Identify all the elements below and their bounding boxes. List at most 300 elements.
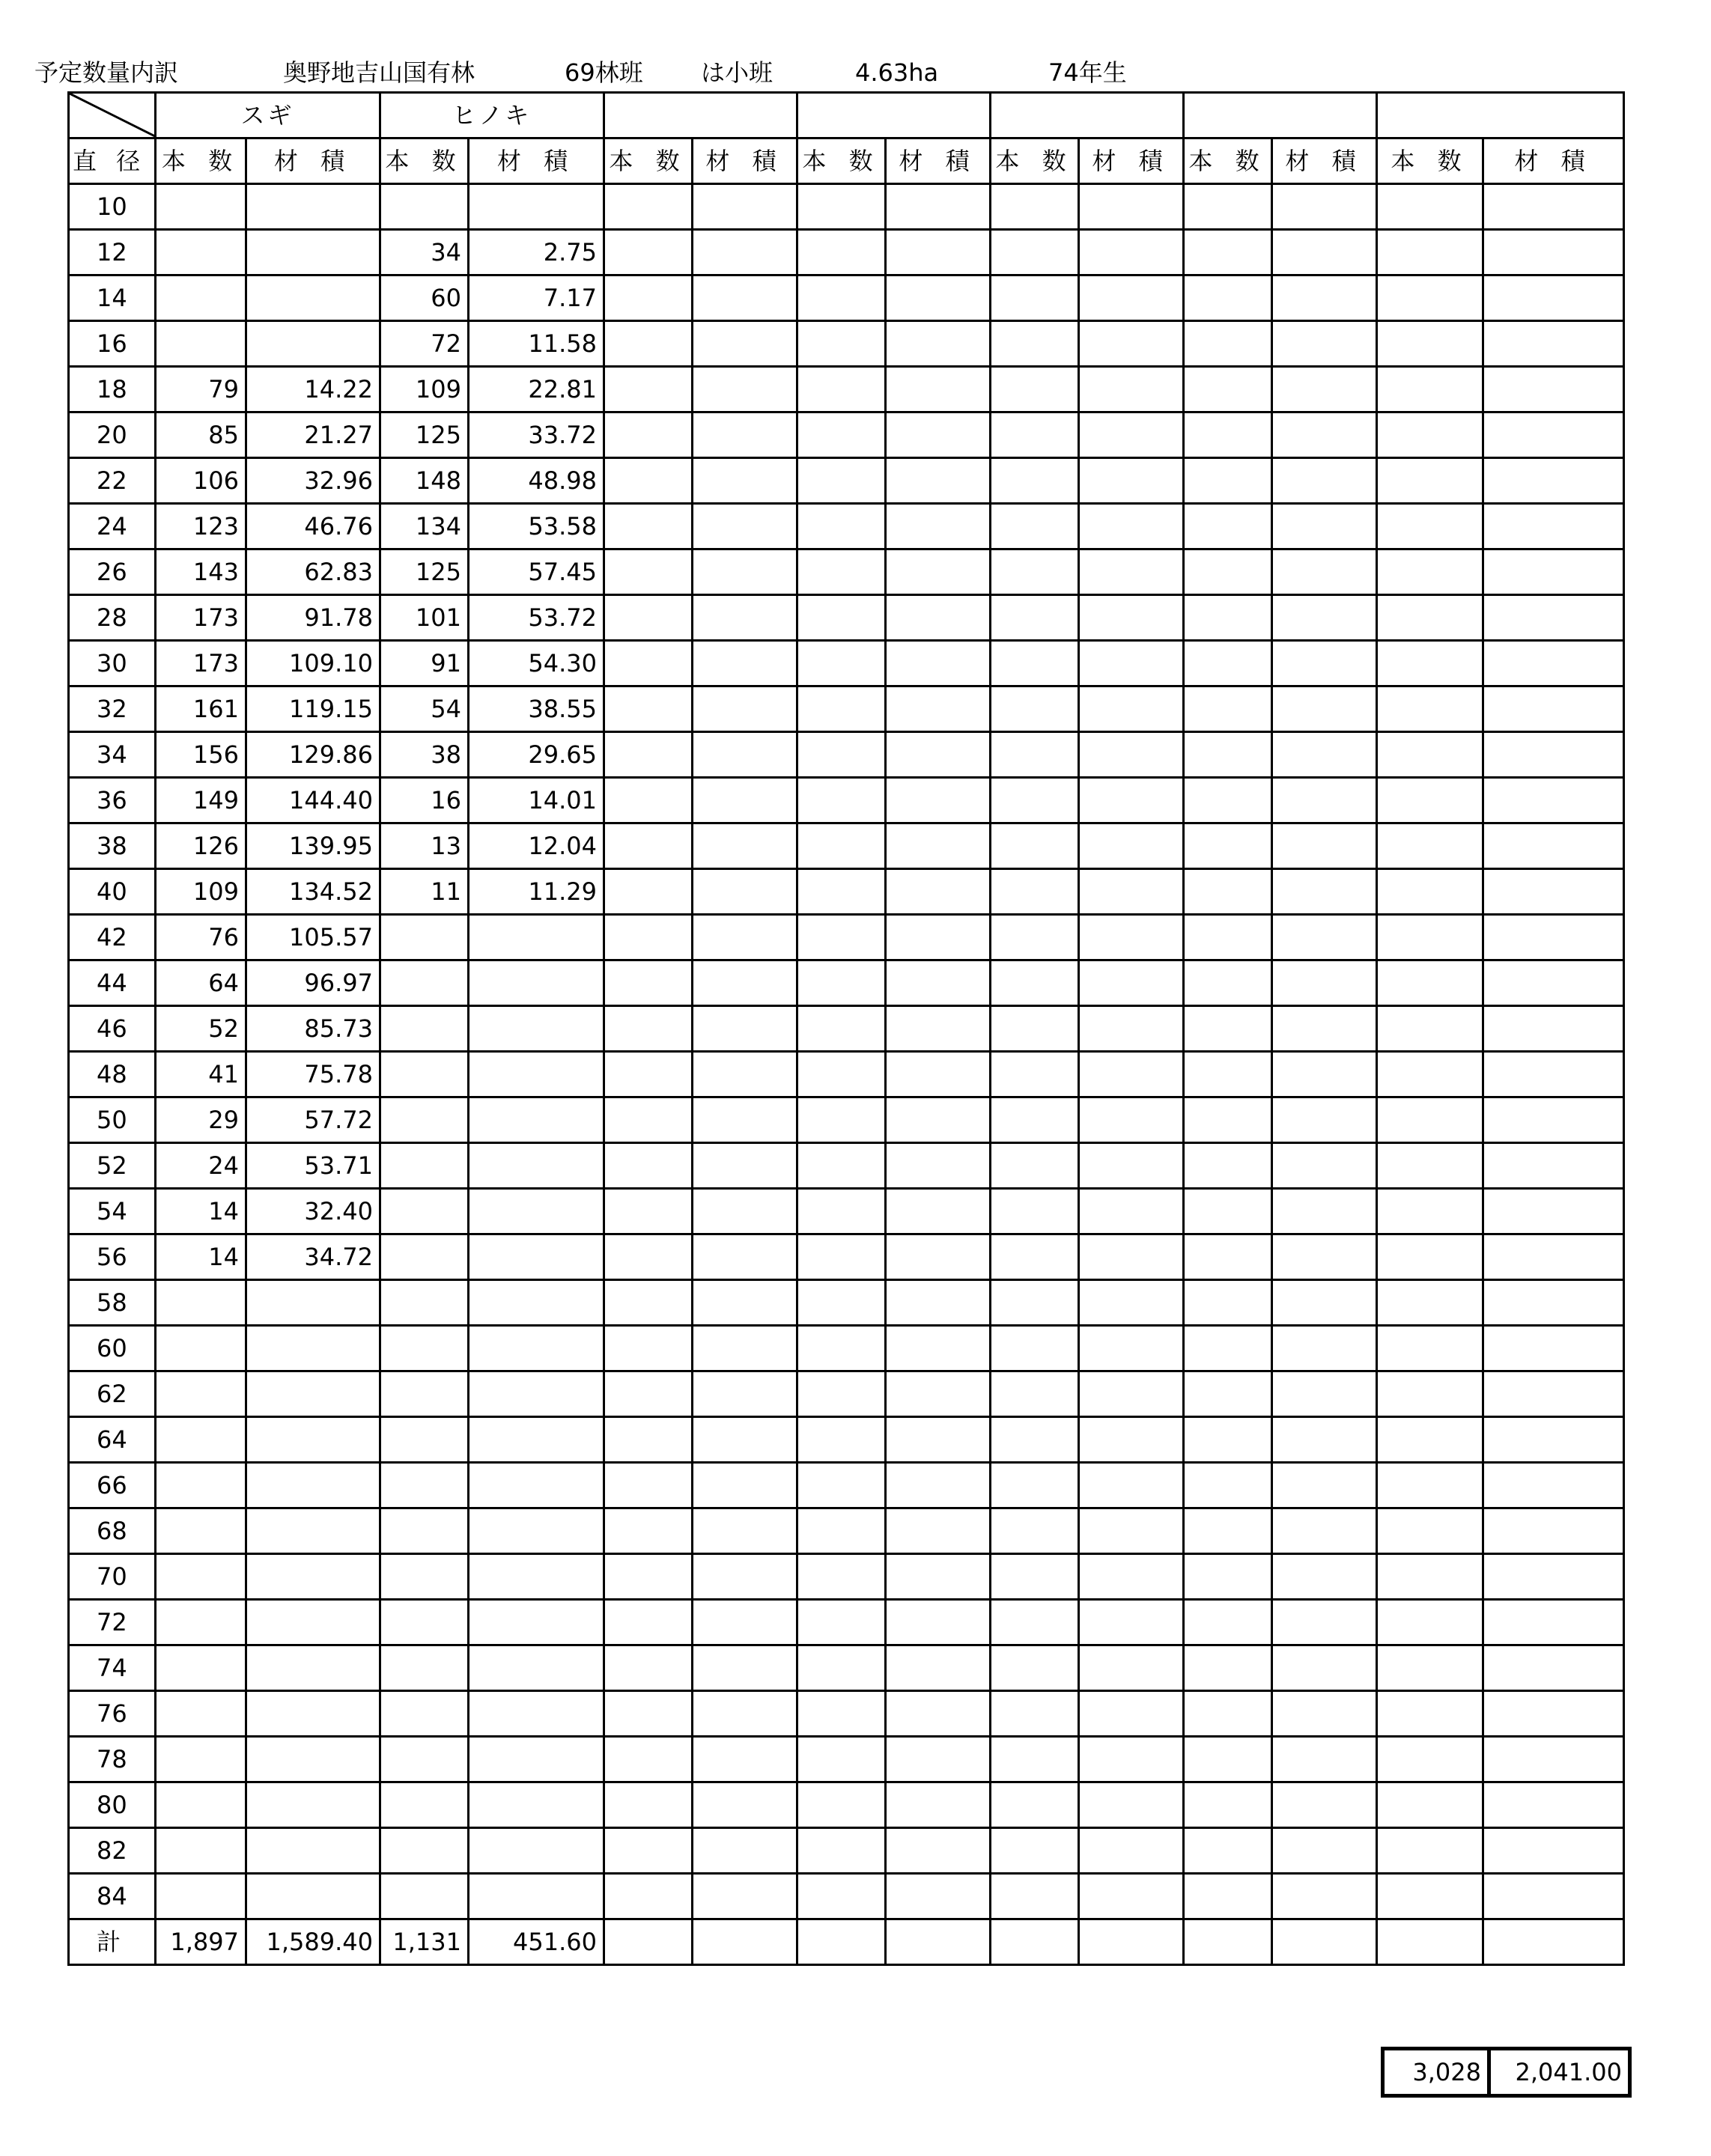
hinoki-volume-cell <box>469 1280 604 1326</box>
hinoki-volume-cell <box>469 1554 604 1600</box>
empty-cell <box>991 1554 1079 1600</box>
empty-cell <box>991 549 1079 595</box>
empty-cell <box>604 184 693 230</box>
empty-cell <box>991 230 1079 275</box>
empty-cell <box>1079 686 1184 732</box>
species-header-1: ヒノキ <box>380 93 604 138</box>
empty-cell <box>1483 732 1624 778</box>
empty-cell <box>1272 778 1377 823</box>
empty-cell <box>1483 184 1624 230</box>
title-compartment: 69林班 <box>565 58 643 87</box>
sugi-count-cell: 106 <box>156 458 246 504</box>
empty-cell <box>1272 1782 1377 1828</box>
empty-cell <box>886 1006 991 1052</box>
empty-cell <box>991 732 1079 778</box>
empty-cell <box>1377 458 1483 504</box>
empty-cell <box>1079 184 1184 230</box>
empty-cell <box>1272 1554 1377 1600</box>
table-row <box>69 1508 1624 1554</box>
empty-cell <box>1377 778 1483 823</box>
table-row <box>69 1052 1624 1097</box>
table-row <box>69 1874 1624 1919</box>
empty-cell <box>1483 1919 1624 1965</box>
empty-cell <box>1483 1554 1624 1600</box>
sugi-count-cell: 143 <box>156 549 246 595</box>
sugi-count-cell: 14 <box>156 1189 246 1234</box>
sugi-count-cell: 64 <box>156 960 246 1006</box>
diameter-cell: 76 <box>69 1691 156 1737</box>
sugi-count-cell <box>156 1417 246 1463</box>
empty-cell <box>693 504 797 549</box>
hinoki-count-cell <box>380 1463 469 1508</box>
empty-cell <box>604 1645 693 1691</box>
empty-cell <box>1079 960 1184 1006</box>
empty-cell <box>1483 275 1624 321</box>
hinoki-volume-cell: 53.72 <box>469 595 604 641</box>
empty-cell <box>886 230 991 275</box>
empty-cell <box>1272 458 1377 504</box>
diameter-cell: 44 <box>69 960 156 1006</box>
sugi-count-cell <box>156 321 246 367</box>
hinoki-count-cell: 16 <box>380 778 469 823</box>
hinoki-volume-cell: 33.72 <box>469 412 604 458</box>
empty-cell <box>693 230 797 275</box>
sugi-volume-cell: 32.40 <box>246 1189 380 1234</box>
sugi-volume-cell <box>246 1645 380 1691</box>
hinoki-count-cell <box>380 1691 469 1737</box>
empty-cell <box>1079 504 1184 549</box>
empty-cell <box>797 1554 886 1600</box>
empty-cell <box>797 1782 886 1828</box>
totals-label: 計 <box>69 1919 156 1965</box>
empty-cell <box>693 686 797 732</box>
empty-cell <box>604 367 693 412</box>
hinoki-count-cell: 101 <box>380 595 469 641</box>
sugi-volume-cell: 119.15 <box>246 686 380 732</box>
empty-cell <box>604 1600 693 1645</box>
empty-cell <box>1184 823 1272 869</box>
empty-cell <box>797 549 886 595</box>
empty-cell <box>1184 1326 1272 1371</box>
empty-cell <box>1079 1600 1184 1645</box>
sugi-volume-cell: 62.83 <box>246 549 380 595</box>
empty-cell <box>886 1234 991 1280</box>
volume-label: 材 積 <box>1272 138 1377 184</box>
hinoki-volume-cell: 12.04 <box>469 823 604 869</box>
empty-cell <box>1377 686 1483 732</box>
empty-cell <box>1184 595 1272 641</box>
empty-cell <box>1483 549 1624 595</box>
sugi-volume-cell <box>246 1554 380 1600</box>
empty-cell <box>1079 1097 1184 1143</box>
hinoki-volume-cell: 54.30 <box>469 641 604 686</box>
empty-cell <box>1377 275 1483 321</box>
empty-cell <box>1184 230 1272 275</box>
empty-cell <box>1184 1189 1272 1234</box>
empty-cell <box>693 1737 797 1782</box>
hinoki-count-cell <box>380 1143 469 1189</box>
empty-cell <box>1079 732 1184 778</box>
empty-cell <box>797 823 886 869</box>
species-header-6 <box>1377 93 1624 138</box>
empty-cell <box>604 641 693 686</box>
empty-cell <box>886 367 991 412</box>
empty-cell <box>693 778 797 823</box>
species-header-3 <box>797 93 991 138</box>
sugi-count-cell: 109 <box>156 869 246 915</box>
empty-cell <box>1483 1508 1624 1554</box>
empty-cell <box>886 1782 991 1828</box>
sugi-count-cell: 126 <box>156 823 246 869</box>
empty-cell <box>991 1508 1079 1554</box>
hinoki-count-cell <box>380 1874 469 1919</box>
sugi-count-cell <box>156 1280 246 1326</box>
table-row <box>69 1600 1624 1645</box>
empty-cell <box>1272 1691 1377 1737</box>
table-row <box>69 1554 1624 1600</box>
empty-cell <box>1483 869 1624 915</box>
empty-cell <box>693 321 797 367</box>
empty-cell <box>886 915 991 960</box>
empty-cell <box>693 1326 797 1371</box>
sugi-count-cell: 173 <box>156 641 246 686</box>
empty-cell <box>1483 1737 1624 1782</box>
count-label: 本 数 <box>156 138 246 184</box>
empty-cell <box>1272 504 1377 549</box>
sugi-volume-cell <box>246 1463 380 1508</box>
sugi-volume-cell <box>246 1417 380 1463</box>
hinoki-total-volume: 451.60 <box>469 1919 604 1965</box>
hinoki-volume-cell: 2.75 <box>469 230 604 275</box>
empty-cell <box>991 458 1079 504</box>
empty-cell <box>1483 412 1624 458</box>
empty-cell <box>991 1463 1079 1508</box>
sugi-count-cell <box>156 275 246 321</box>
sugi-volume-cell <box>246 230 380 275</box>
empty-cell <box>604 1052 693 1097</box>
empty-cell <box>693 1371 797 1417</box>
empty-cell <box>1483 641 1624 686</box>
empty-cell <box>886 595 991 641</box>
empty-cell <box>797 1189 886 1234</box>
empty-cell <box>693 1417 797 1463</box>
diameter-cell: 38 <box>69 823 156 869</box>
table-row <box>69 686 1624 732</box>
empty-cell <box>1079 1919 1184 1965</box>
empty-cell <box>991 869 1079 915</box>
empty-cell <box>1483 1874 1624 1919</box>
empty-cell <box>1377 184 1483 230</box>
empty-cell <box>693 823 797 869</box>
empty-cell <box>797 230 886 275</box>
empty-cell <box>693 1143 797 1189</box>
empty-cell <box>886 1280 991 1326</box>
table-row <box>69 1371 1624 1417</box>
hinoki-volume-cell: 48.98 <box>469 458 604 504</box>
empty-cell <box>1272 595 1377 641</box>
table-row <box>69 321 1624 367</box>
empty-cell <box>1079 1782 1184 1828</box>
count-label: 本 数 <box>797 138 886 184</box>
empty-cell <box>1272 321 1377 367</box>
empty-cell <box>1483 1052 1624 1097</box>
empty-cell <box>604 1919 693 1965</box>
grand-total-volume: 2,041.00 <box>1489 2049 1630 2096</box>
hinoki-count-cell <box>380 1052 469 1097</box>
empty-cell <box>1377 960 1483 1006</box>
empty-cell <box>991 1645 1079 1691</box>
empty-cell <box>1079 1371 1184 1417</box>
empty-cell <box>1079 1417 1184 1463</box>
empty-cell <box>797 1600 886 1645</box>
breakdown-sheet <box>67 91 1625 1966</box>
sugi-count-cell <box>156 1645 246 1691</box>
empty-cell <box>604 1143 693 1189</box>
volume-label: 材 積 <box>693 138 797 184</box>
empty-cell <box>1079 1463 1184 1508</box>
diameter-cell: 32 <box>69 686 156 732</box>
empty-cell <box>693 1052 797 1097</box>
empty-cell <box>1184 1919 1272 1965</box>
hinoki-count-cell <box>380 1189 469 1234</box>
hinoki-volume-cell <box>469 1143 604 1189</box>
empty-cell <box>693 1828 797 1874</box>
empty-cell <box>693 275 797 321</box>
volume-label: 材 積 <box>246 138 380 184</box>
hinoki-count-cell <box>380 1417 469 1463</box>
hinoki-count-cell <box>380 960 469 1006</box>
hinoki-count-cell <box>380 915 469 960</box>
empty-cell <box>991 1828 1079 1874</box>
hinoki-count-cell <box>380 184 469 230</box>
diameter-cell: 60 <box>69 1326 156 1371</box>
sugi-count-cell <box>156 1782 246 1828</box>
empty-cell <box>604 1371 693 1417</box>
hinoki-count-cell: 134 <box>380 504 469 549</box>
hinoki-total-count: 1,131 <box>380 1919 469 1965</box>
table-row <box>69 1280 1624 1326</box>
diameter-cell: 68 <box>69 1508 156 1554</box>
table-row <box>69 504 1624 549</box>
count-label: 本 数 <box>1377 138 1483 184</box>
empty-cell <box>797 1097 886 1143</box>
sugi-count-cell <box>156 1371 246 1417</box>
empty-cell <box>1377 1645 1483 1691</box>
hinoki-volume-cell <box>469 1737 604 1782</box>
empty-cell <box>1377 823 1483 869</box>
empty-cell <box>1079 1234 1184 1280</box>
empty-cell <box>693 915 797 960</box>
empty-cell <box>1184 412 1272 458</box>
table-row <box>69 458 1624 504</box>
diameter-cell: 80 <box>69 1782 156 1828</box>
empty-cell <box>886 1828 991 1874</box>
sugi-volume-cell: 109.10 <box>246 641 380 686</box>
empty-cell <box>693 1645 797 1691</box>
empty-cell <box>886 1645 991 1691</box>
sugi-count-cell <box>156 230 246 275</box>
empty-cell <box>797 778 886 823</box>
empty-cell <box>1272 1645 1377 1691</box>
empty-cell <box>797 1006 886 1052</box>
sugi-volume-cell <box>246 1371 380 1417</box>
volume-label: 材 積 <box>1483 138 1624 184</box>
sugi-volume-cell <box>246 1691 380 1737</box>
empty-cell <box>886 1052 991 1097</box>
empty-cell <box>991 1782 1079 1828</box>
empty-cell <box>604 1189 693 1234</box>
empty-cell <box>991 184 1079 230</box>
empty-cell <box>1377 641 1483 686</box>
empty-cell <box>693 960 797 1006</box>
sugi-count-cell <box>156 1737 246 1782</box>
empty-cell <box>1483 823 1624 869</box>
empty-cell <box>693 1782 797 1828</box>
empty-cell <box>693 1234 797 1280</box>
empty-cell <box>604 1737 693 1782</box>
empty-cell <box>797 732 886 778</box>
empty-cell <box>693 641 797 686</box>
empty-cell <box>1184 960 1272 1006</box>
hinoki-volume-cell: 11.29 <box>469 869 604 915</box>
empty-cell <box>1377 1189 1483 1234</box>
diameter-cell: 20 <box>69 412 156 458</box>
empty-cell <box>1377 1919 1483 1965</box>
sugi-volume-cell <box>246 1600 380 1645</box>
empty-cell <box>797 1737 886 1782</box>
hinoki-volume-cell: 11.58 <box>469 321 604 367</box>
table-row <box>69 823 1624 869</box>
table-row <box>69 549 1624 595</box>
empty-cell <box>604 686 693 732</box>
empty-cell <box>886 1463 991 1508</box>
empty-cell <box>1272 1006 1377 1052</box>
empty-cell <box>886 1189 991 1234</box>
hinoki-volume-cell <box>469 1828 604 1874</box>
empty-cell <box>886 1600 991 1645</box>
empty-cell <box>1079 595 1184 641</box>
empty-cell <box>1272 1508 1377 1554</box>
empty-cell <box>1483 1782 1624 1828</box>
diameter-cell: 56 <box>69 1234 156 1280</box>
hinoki-volume-cell <box>469 1189 604 1234</box>
empty-cell <box>604 1554 693 1600</box>
sugi-volume-cell: 75.78 <box>246 1052 380 1097</box>
empty-cell <box>1184 1143 1272 1189</box>
column-header-row <box>69 138 1624 184</box>
empty-cell <box>886 1326 991 1371</box>
empty-cell <box>1079 412 1184 458</box>
empty-cell <box>797 1828 886 1874</box>
empty-cell <box>693 595 797 641</box>
sugi-count-cell <box>156 1508 246 1554</box>
empty-cell <box>1483 504 1624 549</box>
empty-cell <box>604 230 693 275</box>
empty-cell <box>797 321 886 367</box>
table-row <box>69 1234 1624 1280</box>
empty-cell <box>1079 823 1184 869</box>
empty-cell <box>886 1508 991 1554</box>
empty-cell <box>604 1828 693 1874</box>
table-row <box>69 1691 1624 1737</box>
empty-cell <box>1184 458 1272 504</box>
table-row <box>69 1189 1624 1234</box>
sugi-volume-cell <box>246 1508 380 1554</box>
empty-cell <box>991 504 1079 549</box>
empty-cell <box>1483 1417 1624 1463</box>
empty-cell <box>991 1006 1079 1052</box>
table-row <box>69 1097 1624 1143</box>
empty-cell <box>693 412 797 458</box>
empty-cell <box>604 504 693 549</box>
empty-cell <box>1184 1234 1272 1280</box>
totals-row <box>69 1919 1624 1965</box>
species-header-5 <box>1184 93 1377 138</box>
diameter-cell: 64 <box>69 1417 156 1463</box>
empty-cell <box>1079 1006 1184 1052</box>
sugi-count-cell: 173 <box>156 595 246 641</box>
hinoki-volume-cell <box>469 1417 604 1463</box>
empty-cell <box>693 1006 797 1052</box>
diameter-cell: 42 <box>69 915 156 960</box>
diameter-cell: 54 <box>69 1189 156 1234</box>
empty-cell <box>1272 915 1377 960</box>
table-row <box>69 732 1624 778</box>
empty-cell <box>886 686 991 732</box>
sugi-volume-cell <box>246 1782 380 1828</box>
hinoki-count-cell <box>380 1234 469 1280</box>
diameter-cell: 18 <box>69 367 156 412</box>
hinoki-count-cell <box>380 1371 469 1417</box>
diameter-cell: 30 <box>69 641 156 686</box>
empty-cell <box>886 641 991 686</box>
title-label: 予定数量内訳 <box>34 58 179 87</box>
empty-cell <box>886 1919 991 1965</box>
empty-cell <box>1483 1189 1624 1234</box>
empty-cell <box>797 1645 886 1691</box>
table-row <box>69 595 1624 641</box>
empty-cell <box>1184 1508 1272 1554</box>
empty-cell <box>1079 1326 1184 1371</box>
sugi-volume-cell <box>246 184 380 230</box>
hinoki-count-cell <box>380 1828 469 1874</box>
empty-cell <box>991 1189 1079 1234</box>
species-header-2 <box>604 93 797 138</box>
empty-cell <box>1377 1691 1483 1737</box>
empty-cell <box>1184 1691 1272 1737</box>
empty-cell <box>693 549 797 595</box>
table-row <box>69 1326 1624 1371</box>
empty-cell <box>604 1463 693 1508</box>
empty-cell <box>1079 1189 1184 1234</box>
empty-cell <box>1272 412 1377 458</box>
diameter-cell: 70 <box>69 1554 156 1600</box>
empty-cell <box>1483 1326 1624 1371</box>
empty-cell <box>1272 1417 1377 1463</box>
empty-cell <box>1483 960 1624 1006</box>
empty-cell <box>1377 367 1483 412</box>
sugi-count-cell: 149 <box>156 778 246 823</box>
empty-cell <box>1079 1280 1184 1326</box>
empty-cell <box>797 412 886 458</box>
empty-cell <box>1483 1645 1624 1691</box>
empty-cell <box>1272 1828 1377 1874</box>
empty-cell <box>1184 1874 1272 1919</box>
hinoki-volume-cell: 38.55 <box>469 686 604 732</box>
sugi-volume-cell <box>246 1828 380 1874</box>
empty-cell <box>991 412 1079 458</box>
empty-cell <box>886 184 991 230</box>
